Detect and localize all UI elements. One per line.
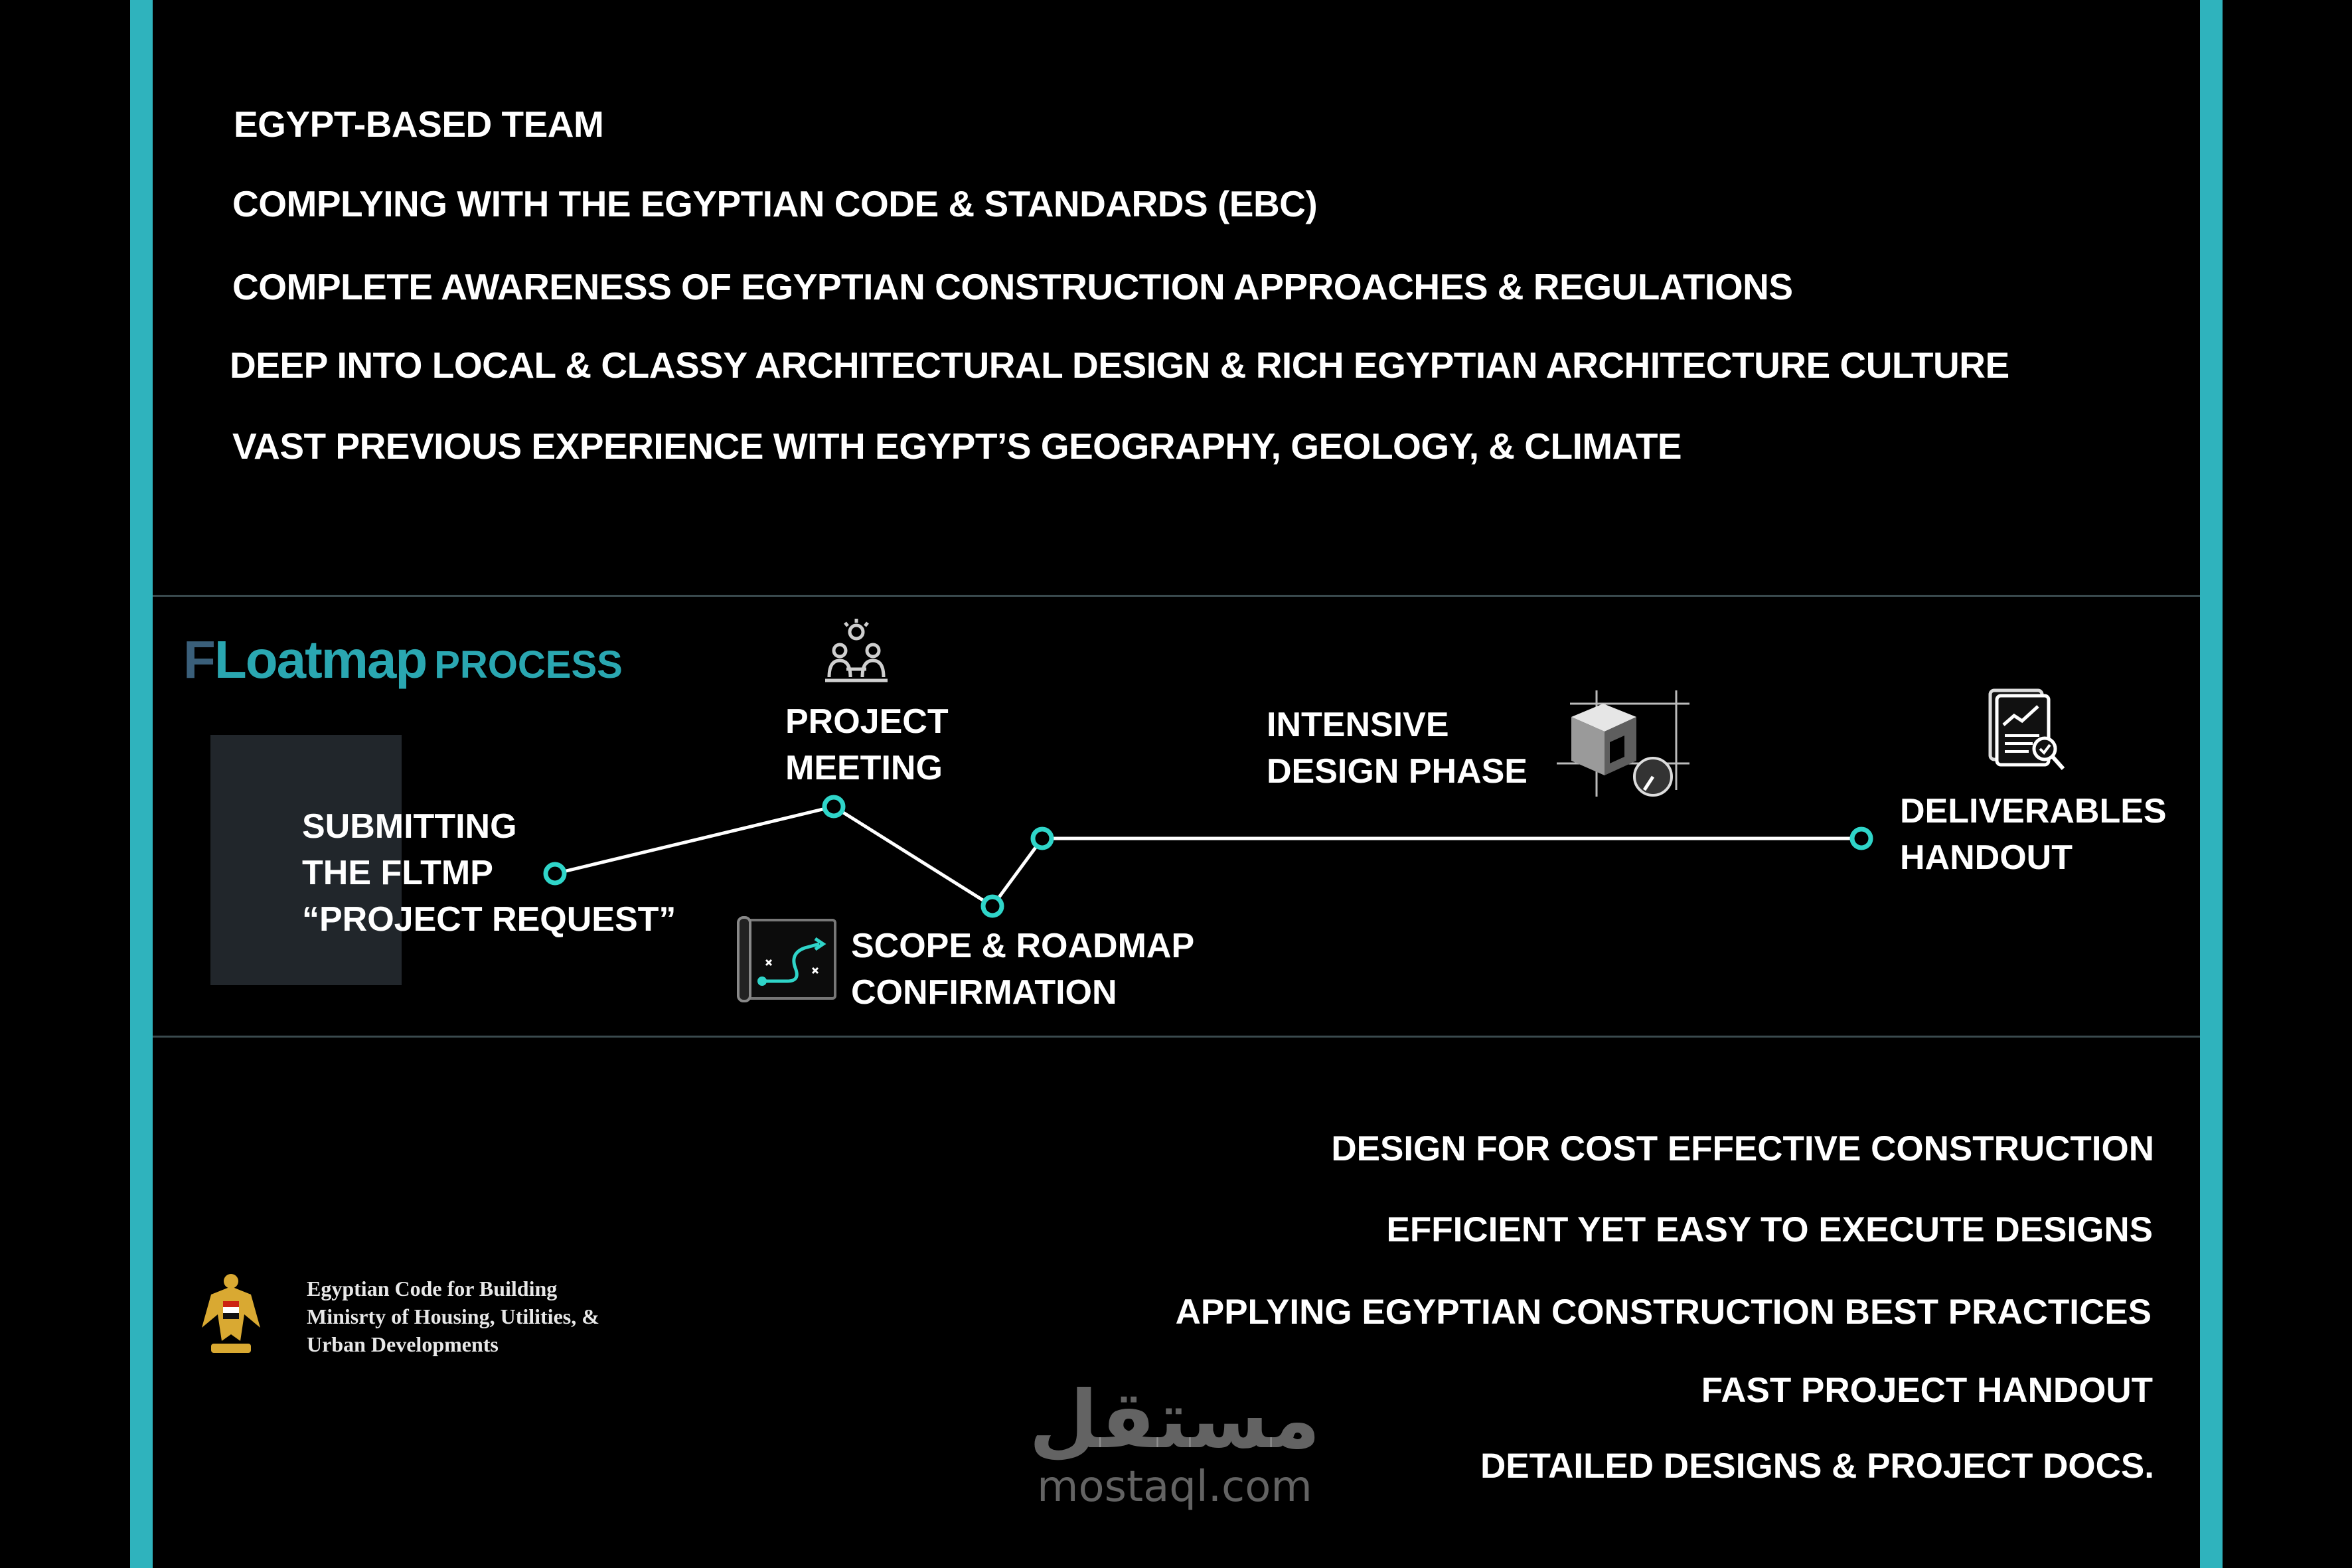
feature-item: COMPLYING WITH THE EGYPTIAN CODE & STANDARDS (EBC) [232,183,1318,224]
step-project-meeting: PROJECT MEETING [785,702,949,787]
feature-item: EFFICIENT YET EASY TO EXECUTE DESIGNS [1386,1210,2153,1249]
feature-item: DETAILED DESIGNS & PROJECT DOCS. [1480,1447,2154,1486]
timeline-path [555,807,1861,906]
design-cube-icon [1557,690,1696,803]
timeline-node-4 [1033,829,1052,848]
feature-item: DESIGN FOR COST EFFECTIVE CONSTRUCTION [1331,1129,2154,1168]
code-authority-text: Egyptian Code for Building Minisrty of Housing, Utilities, & Urban Developments [307,1277,599,1356]
feature-item: EGYPT-BASED TEAM [234,104,604,145]
timeline-node-3 [983,897,1002,915]
step-submitting: SUBMITTING THE FLTMP “PROJECT REQUEST” [302,807,676,939]
floatmap-logo: FLoatmap [183,630,427,689]
feature-item: COMPLETE AWARENESS OF EGYPTIAN CONSTRUCTION APPROACHES & REGULATIONS [232,266,1793,307]
feature-item: DEEP INTO LOCAL & CLASSY ARCHITECTURAL DESIGN & RICH EGYPTIAN ARCHITECTURE CULTURE [230,345,2009,386]
step-scope-roadmap: SCOPE & ROADMAP CONFIRMATION [851,927,1195,1012]
feature-item: FAST PROJECT HANDOUT [1701,1371,2153,1410]
step-deliverables: DELIVERABLES HANDOUT [1900,792,2167,877]
meeting-icon [820,617,893,690]
egypt-eagle-emblem-icon [198,1268,264,1361]
feature-item: APPLYING EGYPTIAN CONSTRUCTION BEST PRACTICES [1175,1293,2152,1332]
step-intensive-design: INTENSIVE DESIGN PHASE [1267,706,1528,791]
timeline-node-2 [824,797,843,816]
feature-item: VAST PREVIOUS EXPERIENCE WITH EGYPT’S GEOGRAPHY, GEOLOGY, & CLIMATE [232,426,1682,467]
timeline-node-5 [1852,829,1871,848]
mostaql-watermark: مستقل mostaql.com [1029,1374,1320,1512]
report-document-icon [1985,686,2071,773]
roadmap-icon [736,915,838,1004]
process-label: PROCESS [434,643,623,686]
